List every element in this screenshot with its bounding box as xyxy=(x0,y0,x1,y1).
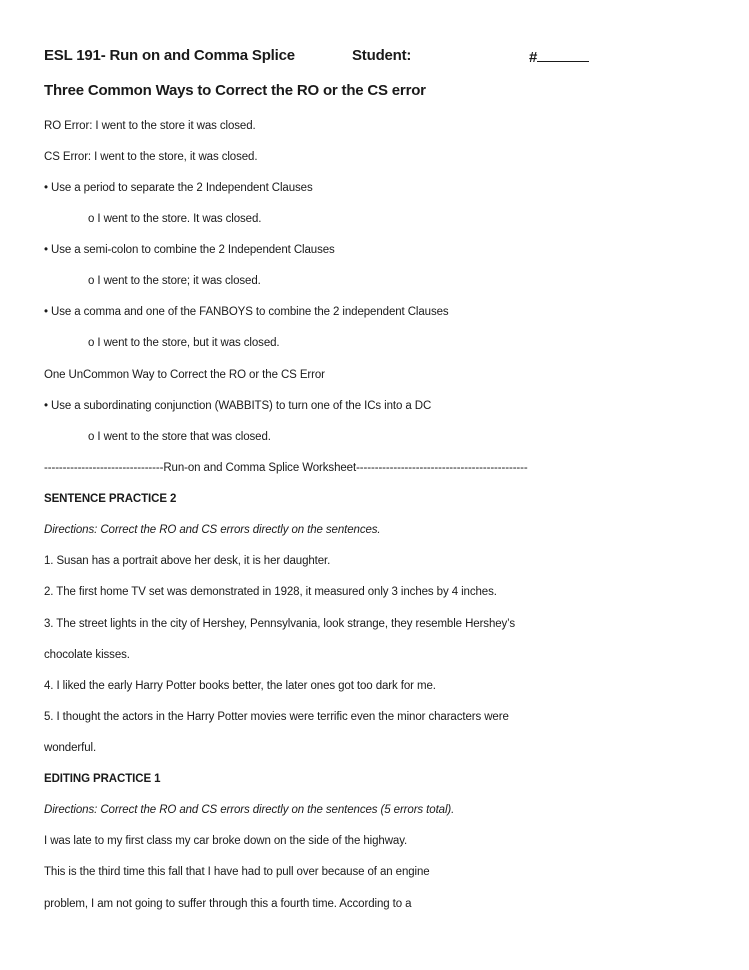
sentence-item: 5. I thought the actors in the Harry Potter movies were terrific even the minor characters were xyxy=(44,711,509,723)
ro-error-example: RO Error: I went to the store it was closed. xyxy=(44,120,256,132)
uncommon-heading: One UnCommon Way to Correct the RO or the CS Error xyxy=(44,369,325,381)
number-label: # xyxy=(529,49,538,66)
sentence-item: 1. Susan has a portrait above her desk, it is her daughter. xyxy=(44,555,331,567)
editing-paragraph-line: This is the third time this fall that I have had to pull over because of an engine xyxy=(44,866,430,878)
editing-paragraph-line: problem, I am not going to suffer through this a fourth time. According to a xyxy=(44,898,412,910)
editing-paragraph-line: I was late to my first class my car broke down on the side of the highway. xyxy=(44,835,408,847)
method-example-semicolon: o I went to the store; it was closed. xyxy=(88,275,261,287)
uncommon-bullet: • Use a subordinating conjunction (WABBITS) to turn one of the ICs into a DC xyxy=(44,400,432,412)
method-bullet-period: • Use a period to separate the 2 Independent Clauses xyxy=(44,182,313,194)
method-bullet-semicolon: • Use a semi-colon to combine the 2 Independent Clauses xyxy=(44,244,335,256)
sentence-practice-directions: Directions: Correct the RO and CS errors directly on the sentences. xyxy=(44,524,381,536)
editing-practice-heading: EDITING PRACTICE 1 xyxy=(44,773,161,785)
method-bullet-fanboys: • Use a comma and one of the FANBOYS to combine the 2 independent Clauses xyxy=(44,306,449,318)
section-title: Three Common Ways to Correct the RO or the CS error xyxy=(44,82,426,99)
uncommon-example: o I went to the store that was closed. xyxy=(88,431,271,443)
sentence-practice-heading: SENTENCE PRACTICE 2 xyxy=(44,493,177,505)
number-blank xyxy=(537,47,589,62)
method-example-fanboys: o I went to the store, but it was closed. xyxy=(88,337,280,349)
worksheet-title: ESL 191- Run on and Comma Splice xyxy=(44,47,295,64)
sentence-item-continued: wonderful. xyxy=(44,742,97,754)
cs-error-example: CS Error: I went to the store, it was closed. xyxy=(44,151,258,163)
student-label: Student: xyxy=(352,47,412,64)
sentence-item-continued: chocolate kisses. xyxy=(44,649,130,661)
editing-practice-directions: Directions: Correct the RO and CS errors directly on the sentences (5 errors total). xyxy=(44,804,455,816)
sentence-item: 2. The first home TV set was demonstrated in 1928, it measured only 3 inches by 4 inches. xyxy=(44,586,497,598)
sentence-item: 3. The street lights in the city of Hershey, Pennsylvania, look strange, they resemble Hershey’s xyxy=(44,618,516,630)
worksheet-divider: --------------------------------Run-on and Comma Splice Worksheet---------------------------------------------- xyxy=(44,462,528,474)
sentence-item: 4. I liked the early Harry Potter books better, the later ones got too dark for me. xyxy=(44,680,436,692)
method-example-period: o I went to the store. It was closed. xyxy=(88,213,262,225)
number-field xyxy=(529,47,589,67)
